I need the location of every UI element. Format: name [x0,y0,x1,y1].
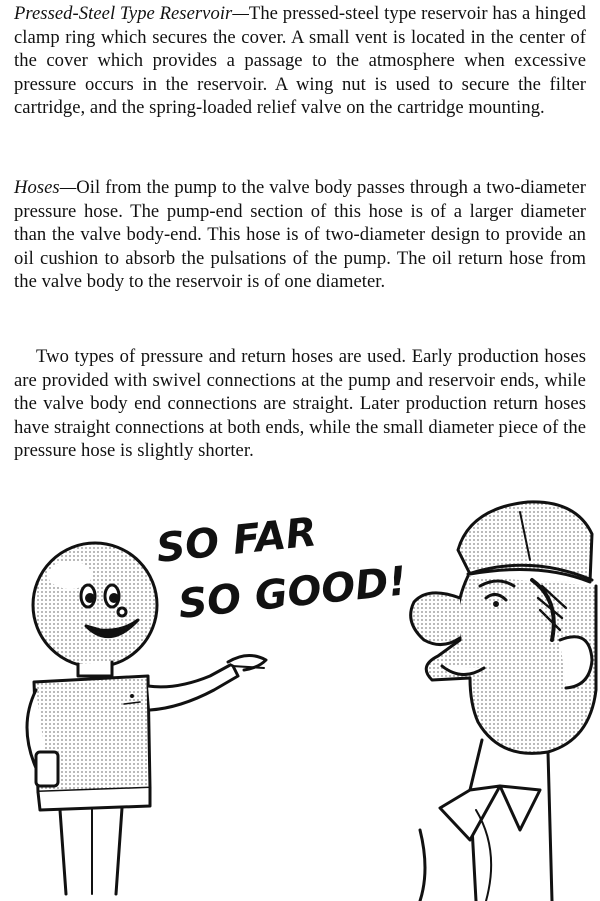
paragraph-heading-hoses: Hoses— [14,177,77,198]
robot-leg-left [60,810,66,894]
exclamation-line-2: SO GOOD! [176,558,409,628]
soldier-nose [411,593,460,645]
cartoon-illustration [0,490,600,901]
paragraph-reservoir [14,2,586,120]
paragraph-body-hose-types: Two types of pressure and return hoses are used. Early production hoses are provided with swivel connections at the pump and reservoir ends, while the valve body end connections are straight. Later production return hoses have straight connections at both ends, while the small diameter piece of the pressure hose is slightly shorter. [14,346,586,462]
robot-arm-raised [148,664,238,710]
soldier-character [411,502,596,901]
exclamation-line-1: SO FAR [154,509,319,572]
robot-leg-right [116,808,122,894]
cartoon-svg [0,490,600,901]
paragraph-hose-types [14,345,586,463]
soldier-collar-left [440,786,500,840]
soldier-collar-right [500,786,540,830]
paragraph-body-hoses: Oil from the pump to the valve body passes through a two-diameter pressure hose. The pump-end section of this hose is of a larger diameter than the valve body-end. This hose is of two-diameter design to provide an oil cushion to absorb the pulsations of the pump. The oil return hose from the valve body to the reservoir is of one diameter. [14,177,586,293]
paragraph-hoses [14,176,586,294]
paragraph-heading-reservoir: Pressed-Steel Type Reservoir— [14,3,249,24]
robot-head [33,543,157,667]
paragraph-body-reservoir: The pressed-steel type reservoir has a hinged clamp ring which secures the cover. A small vent is located in the center of the cover which provides a passage to the atmosphere when excessive pressure occurs in the reservoir. A wing nut is used to secure the filter cartridge, and the spring-loaded relief valve on the cartridge mounting. [14,3,586,119]
